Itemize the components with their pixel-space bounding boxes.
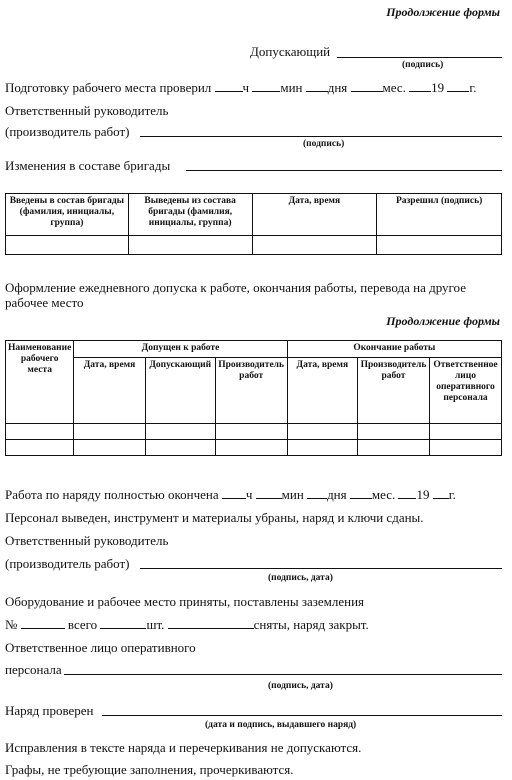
work-completed-row: [5, 487, 456, 503]
grounding-no-label: №: [5, 617, 18, 632]
responsible-manager-label-2: Ответственный руководитель: [5, 533, 169, 548]
table-cell[interactable]: [74, 424, 145, 440]
work-completed-label: Работа по наряду полностью окончена: [5, 487, 219, 502]
year-label: 19: [431, 80, 445, 95]
table-cell[interactable]: [74, 440, 145, 456]
brigade-col-permitted: Разрешил (подпись): [377, 194, 502, 236]
table-cell[interactable]: [429, 424, 501, 440]
responsible-manager-label: Ответственный руководитель: [5, 103, 169, 118]
rule-text-2: Графы, не требующие заполнения, прочеркиваются.: [5, 762, 294, 777]
prepared-label: Подготовку рабочего места проверил: [5, 80, 212, 95]
table-cell[interactable]: [145, 440, 215, 456]
grounding-removed-label: сняты, наряд закрыт.: [253, 617, 369, 632]
checked-line[interactable]: [102, 715, 502, 716]
personnel-removed-text: Персонал выведен, инструмент и материалы убраны, наряд и ключи сданы.: [5, 510, 424, 525]
grounding-total-label: всего: [67, 617, 98, 632]
table-cell[interactable]: [6, 236, 129, 255]
daily-table: [5, 340, 502, 456]
hour-field[interactable]: [215, 80, 243, 92]
daily-col-admit-producer: Производитель работ: [215, 358, 287, 424]
continuation-label-top: Продолжение формы: [386, 5, 500, 19]
table-cell[interactable]: [429, 440, 501, 456]
daily-table-sub-header: [6, 358, 502, 424]
table-cell[interactable]: [358, 440, 430, 456]
grounding-pcs-label: шт.: [146, 617, 165, 632]
completed-year-prefix-field[interactable]: [398, 487, 416, 499]
work-producer-label: (производитель работ): [5, 124, 130, 139]
table-cell[interactable]: [128, 236, 252, 255]
table-cell[interactable]: [6, 424, 74, 440]
year-label: 19: [416, 487, 430, 502]
table-cell[interactable]: [358, 424, 430, 440]
month-field[interactable]: [351, 80, 383, 92]
responsible-operative-line[interactable]: [64, 674, 502, 675]
table-row: [6, 440, 502, 456]
hour-label: ч: [242, 80, 250, 95]
daily-table-group-header: [6, 341, 502, 358]
checked-hint: (дата и подпись, выдавшего наряд): [205, 720, 357, 730]
day-label: дня: [327, 487, 347, 502]
table-cell[interactable]: [145, 424, 215, 440]
daily-col-workplace: Наименование рабочего места: [6, 341, 74, 424]
brigade-table-header: [6, 194, 502, 236]
daily-col-end-datetime: Дата, время: [287, 358, 357, 424]
year-field[interactable]: [447, 80, 469, 92]
responsible-operative-label: Ответственное лицо оперативного: [5, 640, 196, 655]
year-suffix: г.: [469, 80, 477, 95]
completed-hour-field[interactable]: [222, 487, 246, 499]
table-cell[interactable]: [215, 440, 287, 456]
continuation-label-mid: Продолжение формы: [386, 314, 500, 328]
day-field[interactable]: [306, 80, 328, 92]
work-producer-line[interactable]: [140, 136, 502, 137]
prepared-row: [5, 80, 477, 96]
responsible-operative-hint: (подпись, дата): [268, 681, 333, 691]
table-cell[interactable]: [6, 440, 74, 456]
month-label: мес.: [371, 487, 396, 502]
grounding-total-field[interactable]: [100, 617, 146, 629]
brigade-changes-line[interactable]: [186, 170, 502, 171]
daily-group-admitted: Допущен к работе: [74, 341, 287, 358]
daily-col-responsible: Ответственное лицо оперативного персонала: [429, 358, 501, 424]
admitter-label: Допускающий: [250, 44, 331, 59]
equipment-accepted-text: Оборудование и рабочее место приняты, поставлены заземления: [5, 594, 365, 609]
month-label: мес.: [382, 80, 406, 95]
rule-text-1: Исправления в тексте наряда и перечеркивания не допускаются.: [5, 740, 362, 755]
grounding-no-field[interactable]: [21, 617, 65, 629]
responsible-operative-label-2: персонала: [5, 662, 62, 677]
daily-col-end-producer: Производитель работ: [358, 358, 430, 424]
daily-admission-text: Оформление ежедневного допуска к работе, окончания работы, перевода на другое рабочее место: [5, 280, 466, 310]
table-cell[interactable]: [287, 440, 357, 456]
daily-col-admit-datetime: Дата, время: [74, 358, 145, 424]
completed-year-field[interactable]: [433, 487, 449, 499]
daily-col-admitter: Допускающий: [145, 358, 215, 424]
table-cell[interactable]: [287, 424, 357, 440]
brigade-col-removed: Выведены из состава бригады (фамилия, инициалы, группа): [128, 194, 252, 236]
brigade-changes-label: Изменения в составе бригады: [5, 158, 171, 173]
table-cell[interactable]: [252, 236, 377, 255]
checked-label: Наряд проверен: [5, 703, 94, 718]
grounding-removed-field[interactable]: [168, 617, 254, 629]
minute-label: мин: [281, 487, 304, 502]
year-suffix: г.: [448, 487, 456, 502]
daily-group-end: Окончание работы: [287, 341, 501, 358]
admitter-signature-hint: (подпись): [402, 60, 444, 70]
table-row: [6, 236, 502, 255]
year-prefix-field[interactable]: [409, 80, 431, 92]
completed-minute-field[interactable]: [256, 487, 282, 499]
brigade-col-added: Введены в состав бригады (фамилия, инициалы, группа): [6, 194, 129, 236]
table-cell[interactable]: [377, 236, 502, 255]
work-producer-hint: (подпись): [303, 139, 345, 149]
brigade-col-datetime: Дата, время: [252, 194, 377, 236]
admitter-signature-line[interactable]: [337, 57, 502, 58]
hour-label: ч: [245, 487, 253, 502]
minute-field[interactable]: [252, 80, 280, 92]
brigade-table: [5, 193, 502, 255]
day-label: дня: [327, 80, 348, 95]
table-cell[interactable]: [215, 424, 287, 440]
completed-month-field[interactable]: [350, 487, 372, 499]
minute-label: мин: [280, 80, 303, 95]
work-producer-hint-2: (подпись, дата): [268, 573, 333, 583]
work-producer-label-2: (производитель работ): [5, 556, 130, 571]
completed-day-field[interactable]: [307, 487, 327, 499]
table-row: [6, 424, 502, 440]
grounding-row: [5, 617, 369, 633]
work-producer-line-2[interactable]: [140, 568, 502, 569]
